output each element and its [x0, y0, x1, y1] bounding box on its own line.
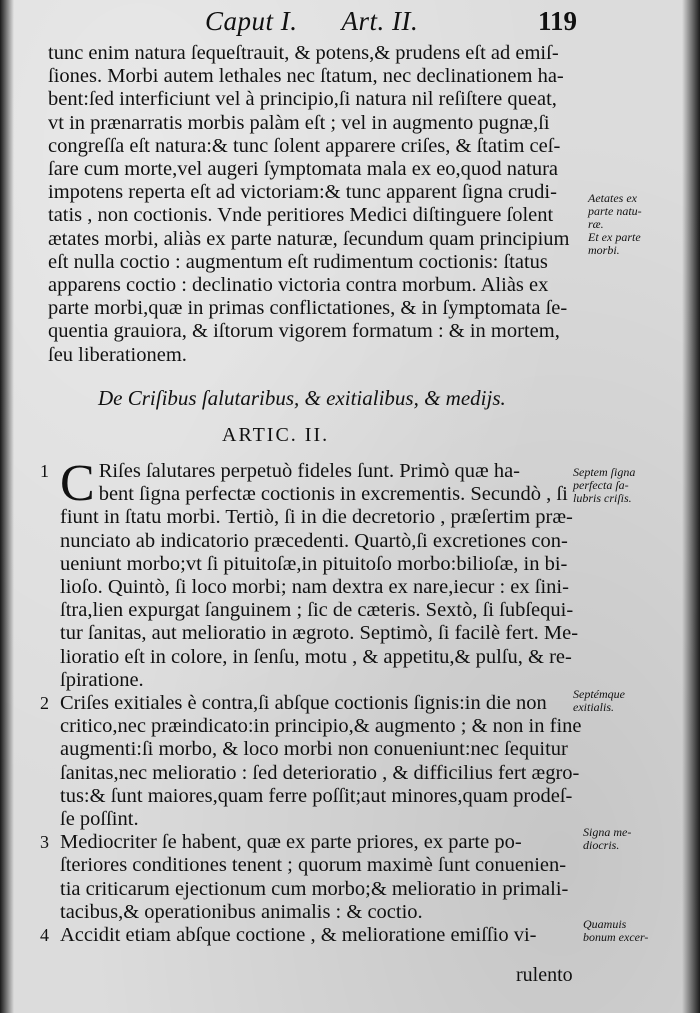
text-line: ſe poſſint.: [60, 808, 139, 831]
article-body: [40, 455, 582, 947]
text-line: ætates morbi, aliàs ex parte naturæ, ſecundum quam principium: [48, 227, 570, 250]
paragraph-body: [60, 455, 579, 692]
text-line: tus:& ſunt maiores,quam ferre poſſit;aut minores,quam prodeſ-: [60, 784, 573, 807]
text-line: apparens coctio : declinatio victoria contra morbum. Aliàs ex: [48, 274, 549, 297]
text-line: Accidit etiam abſque coctione , & melioratione emiſſio vi-: [60, 924, 537, 947]
margin-note-quamuis: [583, 918, 663, 944]
text-line: ſeu liberationem.: [48, 343, 187, 366]
section-heading: De Criſibus ſalutaribus, & exitialibus, & medijs.: [98, 386, 506, 410]
text-line: lioſo. Quintò, ſi loco morbi; nam dextra ex nare,iecur : ex ſini-: [60, 576, 569, 599]
margin-note-line: Septémque: [573, 687, 625, 701]
text-line: fiunt in ſtatu morbi. Tertiò, ſi in die decretorio , præſertim præ-: [60, 506, 573, 529]
text-line: ſteriores conditiones tenent ; quorum maximè ſunt conuenien-: [60, 854, 567, 877]
top-text-block: [48, 42, 570, 367]
margin-note-septem-signa: [573, 466, 653, 505]
margin-note-line: Signa me-: [583, 825, 632, 839]
article-label: ARTIC. II.: [222, 424, 330, 446]
margin-note-line: Aetates ex: [588, 191, 637, 205]
catchword: rulento: [516, 964, 573, 986]
text-line: Riſes ſalutares perpetuò fideles ſunt. Primò quæ ha-: [98, 460, 520, 482]
paragraph-1: [40, 455, 579, 692]
text-line: tatis , non coctionis. Vnde peritiores Medici diſtinguere ſolent: [48, 204, 554, 227]
paragraph-number: 3: [40, 832, 49, 853]
paragraph-number: 4: [40, 925, 49, 946]
running-head-caput: Caput I.: [205, 6, 298, 36]
running-head: [205, 6, 418, 37]
paragraph-body: [60, 831, 570, 924]
text-line: quentia grauiora, & iſtorum vigorem formatum : & in mortem,: [48, 320, 560, 343]
margin-note-exitialis: [573, 688, 653, 714]
margin-note-line: bonum excer-: [583, 930, 649, 944]
paragraph-2: [40, 692, 582, 831]
running-head-art: Art. II.: [341, 6, 419, 36]
paragraph-3: [40, 831, 570, 924]
text-line: ſiones. Morbi autem lethales nec ſtatum, nec declinationem ha-: [48, 65, 564, 88]
text-line: vt in prænarratis morbis palàm eſt ; vel in augmento pugnæ,ſi: [48, 111, 550, 134]
text-line: Criſes exitiales è contra,ſi abſque coctionis ſignis:in die non: [60, 692, 547, 715]
margin-note-line: morbi.: [588, 243, 620, 257]
text-line: bent:ſed interficiunt vel à principio,ſi natura nil reſiſtere queat,: [48, 88, 557, 111]
text-line: bent ſigna perfectæ coctionis in excrementis. Secundò , ſi: [98, 483, 568, 506]
margin-note-line: perfecta ſa-: [573, 478, 629, 492]
margin-note-mediocris: [583, 826, 663, 852]
text-line: eſt nulla coctio : augmentum eſt rudimentum coctionis: ſtatus: [48, 250, 548, 273]
paragraph-number: 2: [40, 693, 49, 714]
paragraph-body: [60, 692, 582, 831]
text-line: ſare cum morte,vel augeri ſymptomata mala ex eo,quod natura: [48, 158, 559, 181]
text-line: congreſſa eſt natura:& tunc ſolent apparere criſes, & ſtatim ceſ-: [48, 134, 561, 157]
text-line: tia criticarum ejectionum cum morbo;& melioratio in primali-: [60, 877, 569, 900]
page-header: [0, 4, 700, 40]
page-right-shadow: [682, 0, 700, 1013]
text-line: lioratio eſt in colore, in ſenſu, motu , & appetitu,& pulſu, & re-: [60, 645, 572, 668]
text-line: parte morbi,quæ in primas conflictationes, & in ſymptomata ſe-: [48, 297, 568, 320]
paragraph-number: 1: [40, 461, 49, 481]
text-line: impotens reperta eſt ad victoriam:& tunc apparent ſigna crudi-: [48, 181, 557, 204]
margin-note-line: parte natu-: [588, 204, 642, 218]
margin-note-line: exitialis.: [573, 700, 614, 714]
margin-note-line: Quamuis: [583, 917, 627, 931]
text-line: Mediocriter ſe habent, quæ ex parte priores, ex parte po-: [60, 831, 522, 854]
paragraph-body: [60, 924, 570, 947]
text-line: ſanitas,nec melioratio : ſed deterioratio , & difficilius fert ægro-: [60, 761, 580, 784]
text-line: ueniunt morbo;vt ſi pituitoſæ,in pituitoſo morbo:bilioſæ, in bi-: [60, 552, 568, 575]
text-line: critico,nec præindicato:in principio,& augmento ; & non in fine: [60, 715, 582, 738]
text-line: ſpiratione.: [60, 668, 144, 691]
drop-cap: C: [60, 455, 95, 512]
paragraph-4: [40, 924, 570, 947]
text-line: tunc enim natura ſequeſtrauit, & potens,& prudens eſt ad emiſ-: [48, 42, 559, 64]
page-number: 119: [538, 6, 578, 36]
margin-note-line: Et ex parte: [588, 230, 641, 244]
margin-note-aetates: [588, 192, 668, 257]
text-line: ſtra,lien expurgat ſanguinem ; ſic de cæteris. Sextò, ſi ſubſequi-: [60, 599, 574, 622]
margin-note-line: Septem ſigna: [573, 465, 636, 479]
text-line: nunciato ab indicatorio præcedenti. Quartò,ſi excretiones con-: [60, 529, 568, 552]
margin-note-line: diocris.: [583, 838, 620, 852]
text-line: tur ſanitas, aut melioratio in ægroto. Septimò, ſi facilè fert. Me-: [60, 622, 579, 645]
text-line: tacibus,& operationibus animalis : & coctio.: [60, 900, 423, 923]
margin-note-line: ræ.: [588, 217, 604, 231]
text-line: augmenti:ſi morbo, & loco morbi non conueniunt:nec ſequitur: [60, 738, 568, 761]
margin-note-line: lubris criſis.: [573, 491, 632, 505]
page-left-shadow: [0, 0, 14, 1013]
